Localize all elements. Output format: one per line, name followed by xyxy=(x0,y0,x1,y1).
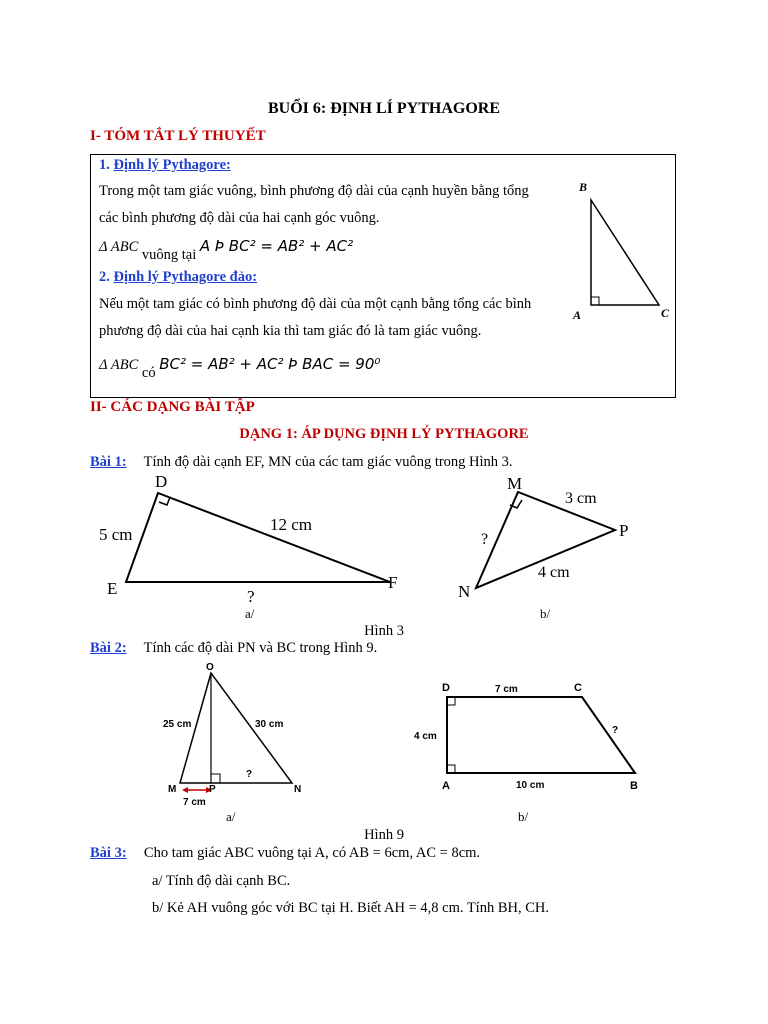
exercise-2-text: Tính các độ dài PN và BC trong Hình 9. xyxy=(143,640,378,656)
theorem-number: 1. xyxy=(99,157,110,173)
fig3a-ef-unknown: ? xyxy=(247,587,255,606)
figure-9b-caption: b/ xyxy=(518,809,529,824)
theorem-title: Định lý Pythagore: xyxy=(113,157,231,173)
converse-expression: BC² = AB² + AC² Þ BAC = 90⁰ xyxy=(159,355,381,373)
exercise-3-part-a: a/ Tính độ dài cạnh BC. xyxy=(152,873,291,889)
vertex-c-label: C xyxy=(661,306,669,320)
exercise-1-label: Bài 1: xyxy=(90,454,127,470)
fig9b-b-label: B xyxy=(630,780,638,792)
converse-title: Định lý Pythagore đảo: xyxy=(113,269,258,285)
theorem-formula xyxy=(99,237,354,263)
vertex-a-label: A xyxy=(573,308,582,322)
fig9a-om-length: 25 cm xyxy=(163,719,192,730)
fig9a-n-label: N xyxy=(294,784,302,795)
type-1-heading: DẠNG 1: ÁP DỤNG ĐỊNH LÝ PYTHAGORE xyxy=(239,426,529,442)
vertex-b-label: B xyxy=(579,180,588,194)
figure-9-caption: Hình 9 xyxy=(364,827,404,843)
fig9b-c-label: C xyxy=(574,682,582,694)
figure-9a-triangle xyxy=(155,655,315,810)
section-exercises-heading: II- CÁC DẠNG BÀI TẬP xyxy=(90,399,255,415)
fig9b-a-label: A xyxy=(442,780,450,792)
exercise-3 xyxy=(90,845,480,862)
exercise-3-part-b: b/ Kẻ AH vuông góc với BC tại H. Biết AH = 4,8 cm. Tính BH, CH. xyxy=(152,900,550,916)
fig9a-on-length: 30 cm xyxy=(255,719,284,730)
converse-formula xyxy=(99,355,381,381)
figure-9a-caption: a/ xyxy=(226,809,236,824)
formula-text: vuông tại xyxy=(141,247,197,263)
fig3a-df-length: 12 cm xyxy=(270,515,313,534)
figure-3b-triangle xyxy=(455,470,645,605)
formula-expression: A Þ BC² = AB² + AC² xyxy=(199,237,354,255)
theorem-heading xyxy=(99,157,231,174)
fig3b-p-label: P xyxy=(619,521,629,540)
figure-3a-triangle xyxy=(95,470,415,610)
section-theory-heading: I- TÓM TẮT LÝ THUYẾT xyxy=(90,128,266,144)
fig9b-da-length: 4 cm xyxy=(414,731,437,742)
converse-delta: Δ ABC xyxy=(99,357,139,373)
fig3a-e-label: E xyxy=(107,579,118,598)
formula-delta: Δ ABC xyxy=(99,239,139,255)
converse-number: 2. xyxy=(99,269,110,285)
fig3a-f-label: F xyxy=(388,573,398,592)
fig9b-d-label: D xyxy=(442,682,450,694)
fig3b-mn-unknown: ? xyxy=(481,531,489,548)
theorem-line-1: Trong một tam giác vuông, bình phương độ dài của cạnh huyền bằng tổng xyxy=(99,183,529,199)
exercise-1-text: Tính độ dài cạnh EF, MN của các tam giác vuông trong Hình 3. xyxy=(143,454,513,470)
fig3a-d-label: D xyxy=(155,472,168,491)
fig9a-o-label: O xyxy=(206,662,214,673)
converse-heading xyxy=(99,269,257,286)
figure-3b-caption: b/ xyxy=(540,606,551,621)
fig9a-m-label: M xyxy=(168,784,177,795)
converse-line-1: Nếu một tam giác có bình phương độ dài của một cạnh bằng tổng các bình xyxy=(99,296,532,312)
exercise-3-label: Bài 3: xyxy=(90,845,127,861)
fig9b-dc-length: 7 cm xyxy=(495,684,518,695)
fig9a-p-label: P xyxy=(209,784,216,795)
theorem-line-2: các bình phương độ dài của hai cạnh góc vuông. xyxy=(99,210,380,226)
fig9b-ab-length: 10 cm xyxy=(516,780,545,791)
figure-3-caption: Hình 3 xyxy=(364,623,404,639)
fig3b-m-label: M xyxy=(507,474,523,493)
fig9a-mp-length: 7 cm xyxy=(183,797,206,808)
exercise-2-label: Bài 2: xyxy=(90,640,127,656)
figure-9b-trapezoid xyxy=(410,675,650,800)
exercise-1 xyxy=(90,454,513,471)
theory-box xyxy=(90,154,676,398)
fig3b-np-length: 4 cm xyxy=(538,564,570,581)
fig3b-mp-length: 3 cm xyxy=(565,490,597,507)
fig9b-cb-unknown: ? xyxy=(612,725,619,736)
fig3a-de-length: 5 cm xyxy=(99,525,133,544)
fig3b-n-label: N xyxy=(458,582,471,601)
page-title: BUỔI 6: ĐỊNH LÍ PYTHAGORE xyxy=(267,100,501,117)
exercise-3-text: Cho tam giác ABC vuông tại A, có AB = 6cm, AC = 8cm. xyxy=(143,845,481,861)
converse-line-2: phương độ dài của hai cạnh kia thì tam giác đó là tam giác vuông. xyxy=(99,323,482,339)
figure-3a-caption: a/ xyxy=(245,606,255,621)
theorem-triangle-figure xyxy=(569,175,669,325)
converse-text: có xyxy=(141,365,156,381)
fig9a-pn-unknown: ? xyxy=(246,769,253,780)
